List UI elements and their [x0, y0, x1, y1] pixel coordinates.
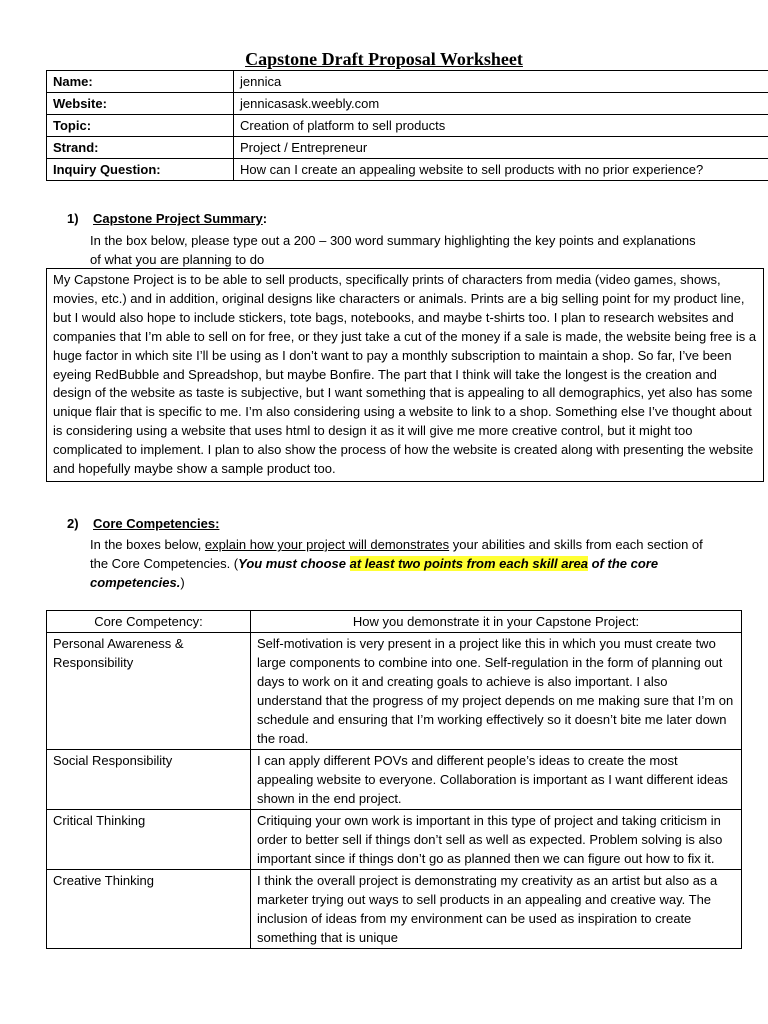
section-2-instructions: In the boxes below, explain how your project will demonstrates your abilities and skills from each section of the Core Competencies. (You must choose at least two points from each skill area of the core competencies.) — [90, 537, 703, 590]
table-header-row — [47, 611, 742, 633]
section-number: 1) — [67, 211, 79, 226]
section-2-heading — [67, 516, 219, 531]
info-value: jennicasask.weebly.com — [234, 93, 768, 115]
column-header: Core Competency: — [47, 611, 251, 633]
competency-text: Self-motivation is very present in a project like this in which you must create two large components to combine into one. Self-regulation in the form of planning out days to work on it and creating goals to achieve is also important. I also understand that the progress of my project depends on me making sure that I’m on schedule and ensuring that I’m working effectively so it doesn’t bite me later down the road. — [251, 633, 742, 750]
competency-table — [46, 610, 742, 949]
section-title: Core Competencies: — [93, 516, 220, 531]
table-row — [47, 870, 742, 949]
competency-text: I can apply different POVs and different people’s ideas to create the most appealing website to everyone. Collaboration is important as I want different ideas shown in the end project. — [251, 750, 742, 810]
info-label: Website: — [47, 93, 234, 115]
info-label: Topic: — [47, 115, 234, 137]
section-number: 2) — [67, 516, 79, 531]
info-table — [46, 70, 768, 181]
competency-name: Creative Thinking — [47, 870, 251, 949]
info-row — [47, 137, 768, 159]
info-label: Name: — [47, 71, 234, 93]
underlined-instruction: explain how your project will demonstrates — [204, 537, 450, 552]
info-value: Project / Entrepreneur — [234, 137, 768, 159]
info-label: Strand: — [47, 137, 234, 159]
summary-box: My Capstone Project is to be able to sell products, specifically prints of characters from media (video games, shows, movies, etc.) and in addition, original designs like characters or animals. Prints are a big selling point for my product line, but I would also hope to include stickers, tote bags, notebooks, and maybe t-shirts too. I plan to research websites and companies that I’m able to sell on for free, or they just take a cut of the money if a sale is made, the website being free is a huge factor in which site I’ll be using as I don’t want to pay a monthly subscription to maintain a shop. So far, I’ve been eyeing RedBubble and Spreadshop, but maybe Bonfire. The part that I think will take the longest is the creation and design of the website as taste is subjective, but I want something that is appealing to all demographics, yet also has some unique flair that is specific to me. I’m also considering using a website to link to a shop. Something else I’ve thought about is considering using a website that uses html to design it as it will give me more creative control, but it might too complicated to implement. I plan to also show the process of how the website is created along with presenting the website and hopefully maybe show a sample product too. — [46, 268, 764, 482]
section-title: Capstone Project Summary — [93, 211, 263, 226]
info-value: Creation of platform to sell products — [234, 115, 768, 137]
table-row — [47, 633, 742, 750]
table-row — [47, 810, 742, 870]
competency-text: Critiquing your own work is important in this type of project and taking criticism in order to better sell if things don’t sell as well as expected. Problem solving is also important since if things don’t go as planned then we can figure out how to fix it. — [251, 810, 742, 870]
competency-name: Critical Thinking — [47, 810, 251, 870]
section-1-heading: 1) Capstone Project Summary: — [67, 211, 268, 226]
info-label: Inquiry Question: — [47, 159, 234, 181]
highlighted-requirement: at least two points from each skill area — [349, 556, 589, 571]
info-value: How can I create an appealing website to sell products with no prior experience? — [234, 159, 768, 181]
info-row — [47, 71, 768, 93]
table-row — [47, 750, 742, 810]
competency-name: Social Responsibility — [47, 750, 251, 810]
info-row — [47, 93, 768, 115]
section-1-instructions: In the box below, please type out a 200 – 300 word summary highlighting the key points and explanations of what you are planning to do — [90, 233, 696, 267]
info-row — [47, 115, 768, 137]
competency-name: Personal Awareness & Responsibility — [47, 633, 251, 750]
info-row — [47, 159, 768, 181]
page-title: Capstone Draft Proposal Worksheet — [245, 49, 523, 69]
info-value: jennica — [234, 71, 768, 93]
competency-text: I think the overall project is demonstrating my creativity as an artist but also as a marketer trying out ways to sell products in an appealing and creative way. The inclusion of ideas from my environment can be used as inspiration to create something that is unique — [251, 870, 742, 949]
column-header: How you demonstrate it in your Capstone Project: — [251, 611, 742, 633]
